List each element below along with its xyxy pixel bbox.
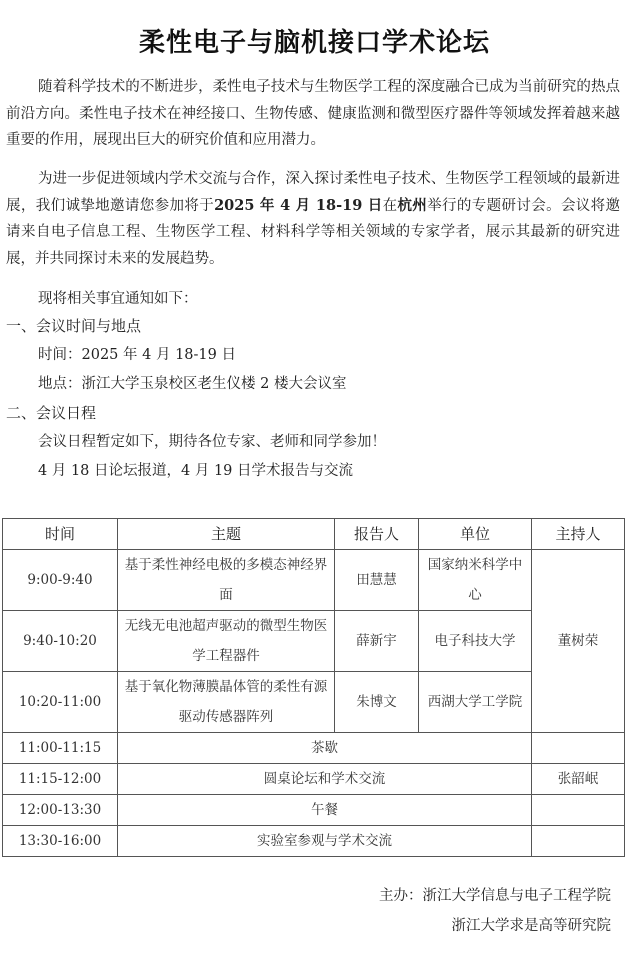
table-row xyxy=(3,795,625,826)
section2-heading: 二、会议日程 xyxy=(6,404,97,422)
section1-heading: 一、会议时间与地点 xyxy=(6,317,142,335)
header-unit: 单位 xyxy=(419,519,532,550)
header-time: 时间 xyxy=(3,519,118,550)
meeting-place: 地点：浙江大学玉泉校区老生仪楼 2 楼大会议室 xyxy=(38,376,347,392)
talk-time: 9:00-9:40 xyxy=(3,550,118,611)
table-row xyxy=(3,764,625,795)
session-host xyxy=(532,826,625,857)
talk-unit: 电子科技大学 xyxy=(419,611,532,672)
session-content: 午餐 xyxy=(118,795,532,826)
talk-speaker: 薛新宇 xyxy=(335,611,419,672)
header-host: 主持人 xyxy=(532,519,625,550)
event-city: 杭州 xyxy=(397,196,428,214)
intro-text-mid: 在 xyxy=(382,197,398,214)
talk-speaker: 朱博文 xyxy=(335,672,419,733)
organizer-line-2: 浙江大学求是高等研究院 xyxy=(451,918,611,934)
schedule-dates: 4 月 18 日论坛报道，4 月 19 日学术报告与交流 xyxy=(38,463,354,479)
intro-paragraph-2 xyxy=(6,166,620,272)
schedule-table xyxy=(2,518,625,857)
session-host: 张韶岷 xyxy=(532,764,625,795)
talk-unit: 西湖大学工学院 xyxy=(419,672,532,733)
talk-topic: 无线无电池超声驱动的微型生物医学工程器件 xyxy=(118,611,335,672)
intro-text-after: 举行的专题研讨会。会议将邀请来自电子信息工程、生物医学工程、材料科学等相关领域的专家学者，展示其最新的研究进展，并共同探讨未来的发展趋势。 xyxy=(6,197,621,267)
talk-time: 10:20-11:00 xyxy=(3,672,118,733)
page-title: 柔性电子与脑机接口学术论坛 xyxy=(138,28,490,58)
intro-text-before: 为进一步促进领域内学术交流与合作，深入探讨柔性电子技术、生物医学工程领域的最新进展，我们诚挚地邀请您参加将于 xyxy=(6,171,620,214)
header-topic: 主题 xyxy=(118,519,335,550)
session-content: 茶歇 xyxy=(118,733,532,764)
schedule-intro: 会议日程暂定如下，期待各位专家、老师和同学参加！ xyxy=(38,434,386,450)
organizer-line: 主办：浙江大学信息与电子工程学院 xyxy=(379,888,611,904)
session-content: 实验室参观与学术交流 xyxy=(118,826,532,857)
notice-line: 现将相关事宜通知如下： xyxy=(38,291,198,307)
session-host xyxy=(532,795,625,826)
intro-paragraph-1: 随着科学技术的不断进步，柔性电子技术与生物医学工程的深度融合已成为当前研究的热点前沿方向。柔性电子技术在神经接口、生物传感、健康监测和微型医疗器件等领域发挥着越来越重要的作用，展现出巨大的研究价值和应用潜力。 xyxy=(6,79,620,148)
talk-topic: 基于柔性神经电极的多模态神经界面 xyxy=(118,550,335,611)
table-row xyxy=(3,611,625,672)
table-row xyxy=(3,672,625,733)
header-speaker: 报告人 xyxy=(335,519,419,550)
table-row xyxy=(3,826,625,857)
session-content: 圆桌论坛和学术交流 xyxy=(118,764,532,795)
table-row xyxy=(3,733,625,764)
talk-speaker: 田慧慧 xyxy=(335,550,419,611)
talk-unit: 国家纳米科学中心 xyxy=(419,550,532,611)
event-date: 2025 年 4 月 18-19 日 xyxy=(214,196,383,214)
talk-host: 董树荣 xyxy=(532,550,625,733)
session-time: 11:00-11:15 xyxy=(3,733,118,764)
session-time: 13:30-16:00 xyxy=(3,826,118,857)
meeting-time: 时间：2025 年 4 月 18-19 日 xyxy=(38,347,236,363)
table-header-row xyxy=(3,519,625,550)
table-row xyxy=(3,550,625,611)
session-time: 11:15-12:00 xyxy=(3,764,118,795)
talk-topic: 基于氧化物薄膜晶体管的柔性有源驱动传感器阵列 xyxy=(118,672,335,733)
talk-time: 9:40-10:20 xyxy=(3,611,118,672)
session-host xyxy=(532,733,625,764)
session-time: 12:00-13:30 xyxy=(3,795,118,826)
